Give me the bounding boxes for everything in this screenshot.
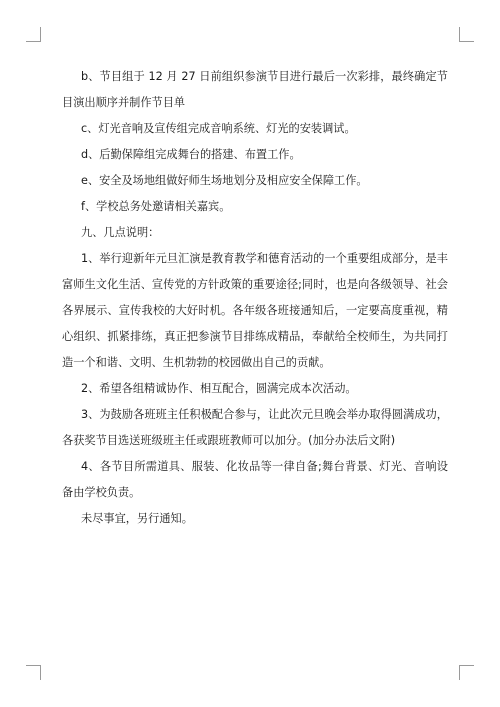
crop-mark-top-right [459,27,474,42]
crop-mark-bottom-right [459,665,474,680]
note-item-3: 3、为鼓励各班班主任积极配合参与，让此次元旦晚会举办取得圆满成功，各获奖节目选送班级班主任或跟班教师可以加分。(加分办法后文附) [62,408,448,447]
note-item-4: 4、各节目所需道具、服装、化妆品等一律自备;舞台背景、灯光、音响设备由学校负责。 [62,460,448,499]
crop-mark-bottom-left [26,665,41,680]
paragraph-item-f: f、学校总务处邀请相关嘉宾。 [81,200,231,213]
paragraph-item-d: d、后勤保障组完成舞台的搭建、布置工作。 [81,148,301,161]
note-item-2: 2、希望各组精诚协作、相互配合，圆满完成本次活动。 [81,382,357,395]
paragraph-item-b: b、节目组于 12 月 27 日前组织参演节目进行最后一次彩排，最终确定节目演出顺序并制作节目单 [62,70,448,109]
document-body [62,64,448,532]
section-heading-notes: 九、几点说明： [81,226,160,239]
paragraph-item-c: c、灯光音响及宣传组完成音响系统、灯光的安装调试。 [81,122,356,135]
note-item-1: 1、举行迎新年元旦汇演是教育教学和德育活动的一个重要组成部分，是丰富师生文化生活、宣传党的方针政策的重要途径;同时，也是向各级领导、社会各界展示、宣传我校的大好时机。各年级各班接通知后，一定要高度重视，精心组织、抓紧排练，真正把参演节目排练成精品，奉献给全校师生，为共同打造一个和谐、文明、生机勃勃的校园做出自己的贡献。 [62,252,448,369]
closing-note: 未尽事宜，另行通知。 [81,512,193,525]
paragraph-item-e: e、安全及场地组做好师生场地划分及相应安全保障工作。 [81,174,368,187]
crop-mark-top-left [26,27,41,42]
